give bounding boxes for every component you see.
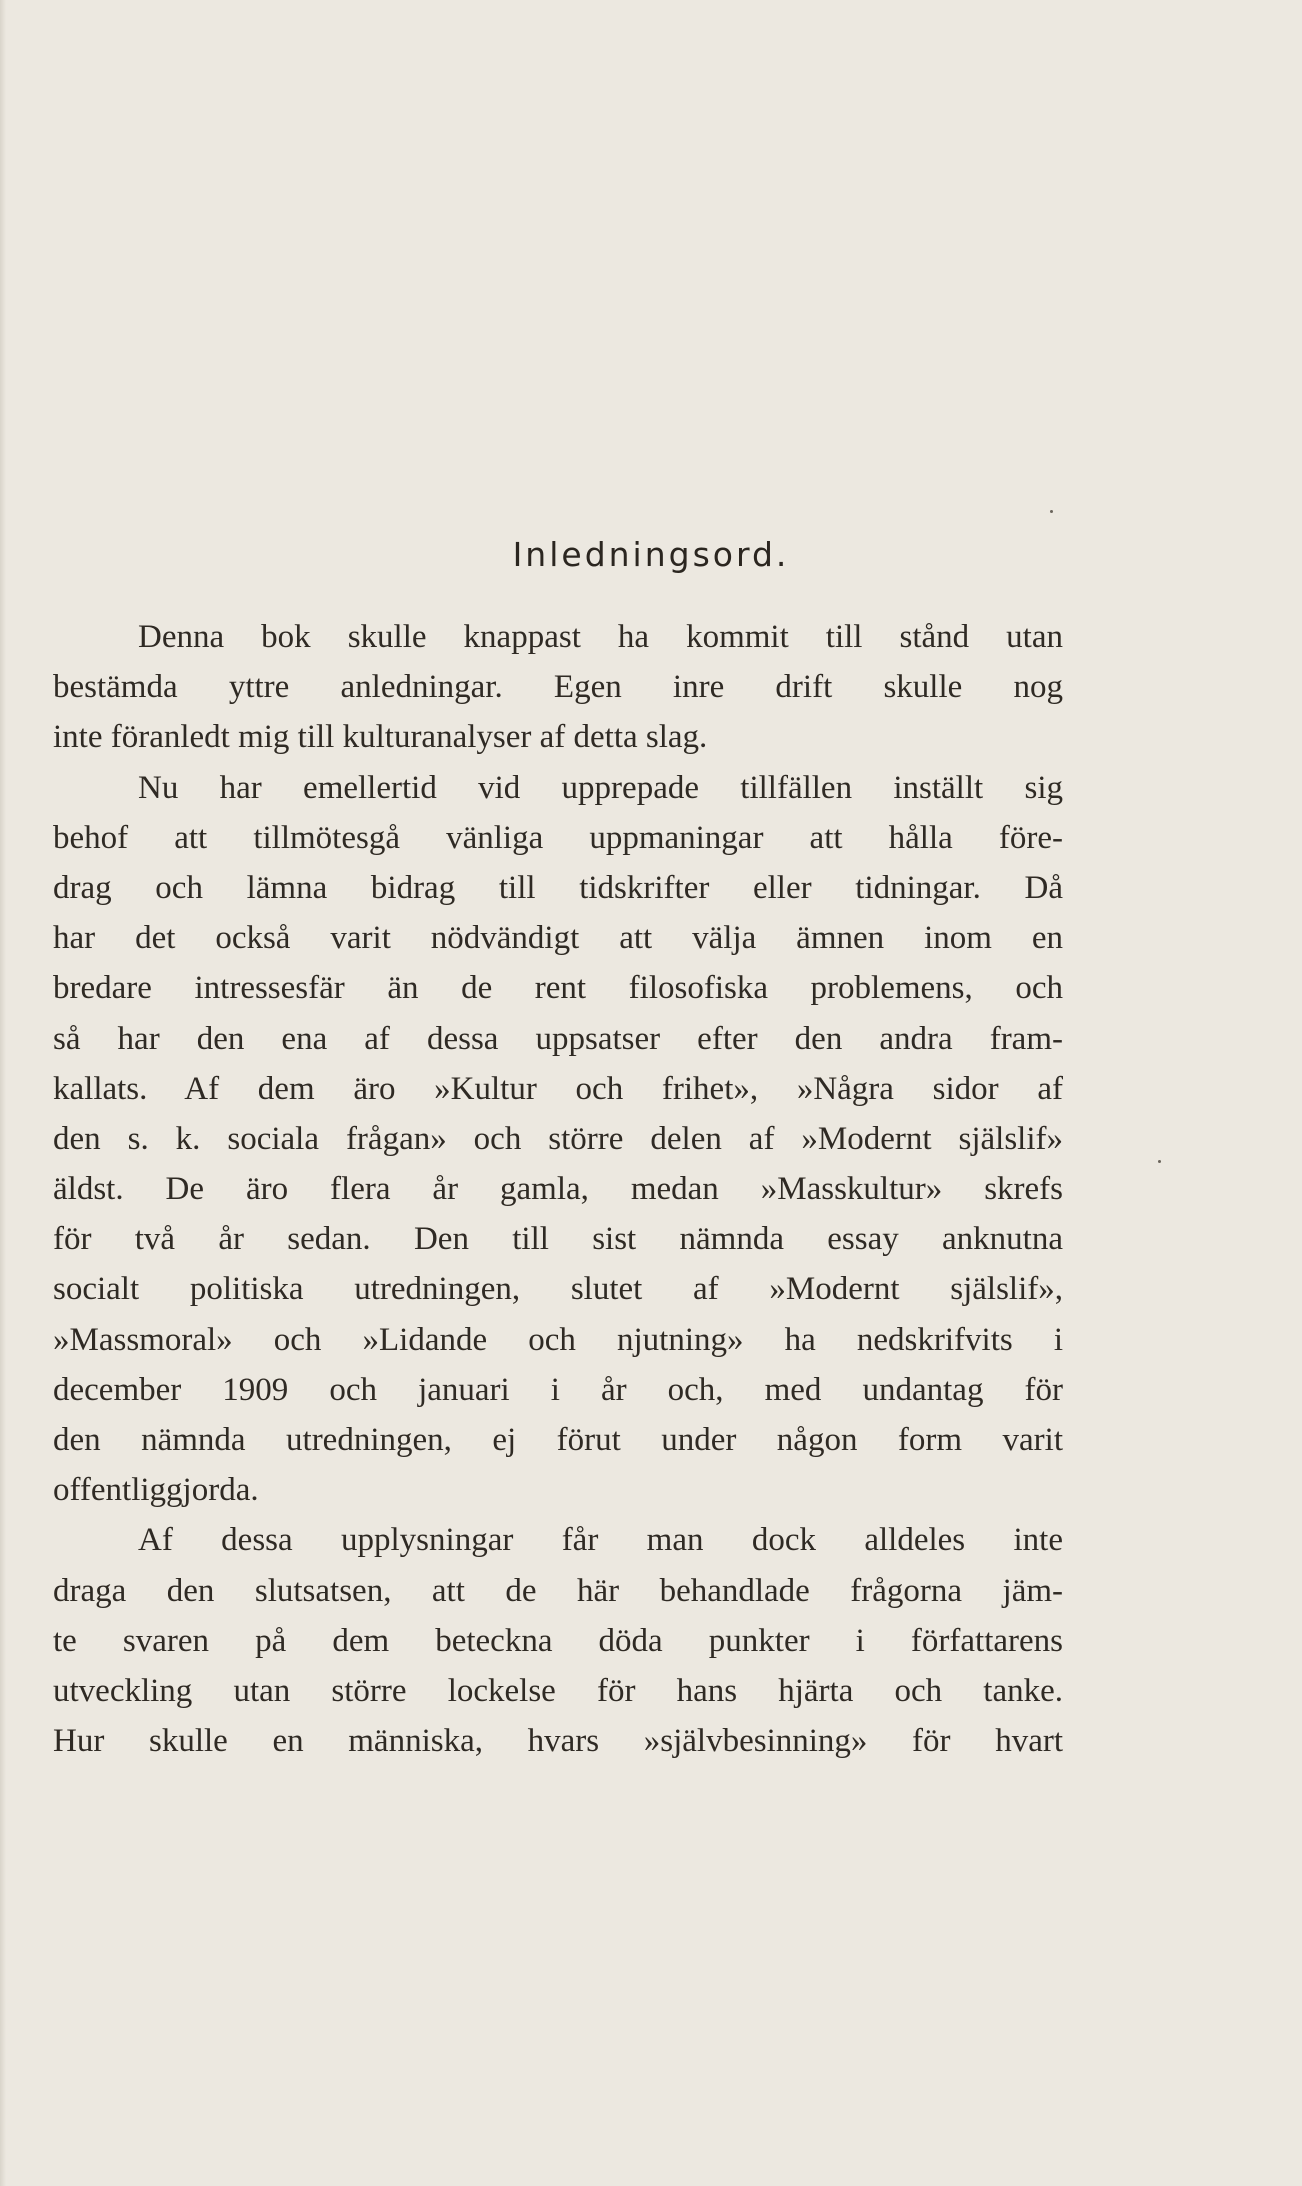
text-line: socialt politiska utredningen, slutet af »Modernt själslif», [53, 1271, 1063, 1308]
text-line: inte föranledt mig till kulturanalyser af detta slag. [53, 719, 708, 756]
text-line: »Massmoral» och »Lidande och njutning» ha nedskrifvits i [53, 1321, 1063, 1358]
text-line: Af dessa upplysningar får man dock alldeles inte [138, 1522, 1063, 1559]
body-text [53, 612, 1063, 1766]
text-line: december 1909 och januari i år och, med undantag för [53, 1371, 1063, 1408]
paper-speck [1050, 510, 1053, 513]
text-line: kallats. Af dem äro »Kultur och frihet», »Några sidor af [53, 1070, 1063, 1107]
text-line: Nu har emellertid vid upprepade tillfällen inställt sig [138, 769, 1063, 806]
paper-speck [1158, 1160, 1161, 1163]
text-line: bredare intressesfär än de rent filosofiska problemens, och [53, 970, 1063, 1007]
text-line: behof att tillmötesgå vänliga uppmaningar att hålla före- [53, 819, 1063, 856]
text-line: Hur skulle en människa, hvars »självbesinning» för hvart [53, 1723, 1063, 1760]
text-line: utveckling utan större lockelse för hans hjärta och tanke. [53, 1672, 1063, 1709]
chapter-heading: Inledningsord. [512, 535, 790, 574]
text-line: draga den slutsatsen, att de här behandlade frågorna jäm- [53, 1572, 1063, 1609]
text-line: den nämnda utredningen, ej förut under någon form varit [53, 1422, 1063, 1458]
text-line: drag och lämna bidrag till tidskrifter eller tidningar. Då [53, 869, 1063, 906]
page-binding-edge [0, 0, 6, 2186]
text-line: te svaren på dem beteckna döda punkter i författarens [53, 1622, 1063, 1659]
text-line: den s. k. sociala frågan» och större delen af »Modernt själslif» [53, 1120, 1063, 1157]
text-line: offentliggjorda. [53, 1472, 259, 1509]
text-line: bestämda yttre anledningar. Egen inre drift skulle nog [53, 669, 1063, 706]
text-line: äldst. De äro flera år gamla, medan »Masskultur» skrefs [53, 1171, 1063, 1208]
text-line: har det också varit nödvändigt att välja ämnen inom en [53, 920, 1063, 957]
text-line: för två år sedan. Den till sist nämnda essay anknutna [53, 1221, 1063, 1258]
text-line: Denna bok skulle knappast ha kommit till stånd utan [138, 619, 1063, 655]
text-line: så har den ena af dessa uppsatser efter den andra fram- [53, 1020, 1063, 1057]
